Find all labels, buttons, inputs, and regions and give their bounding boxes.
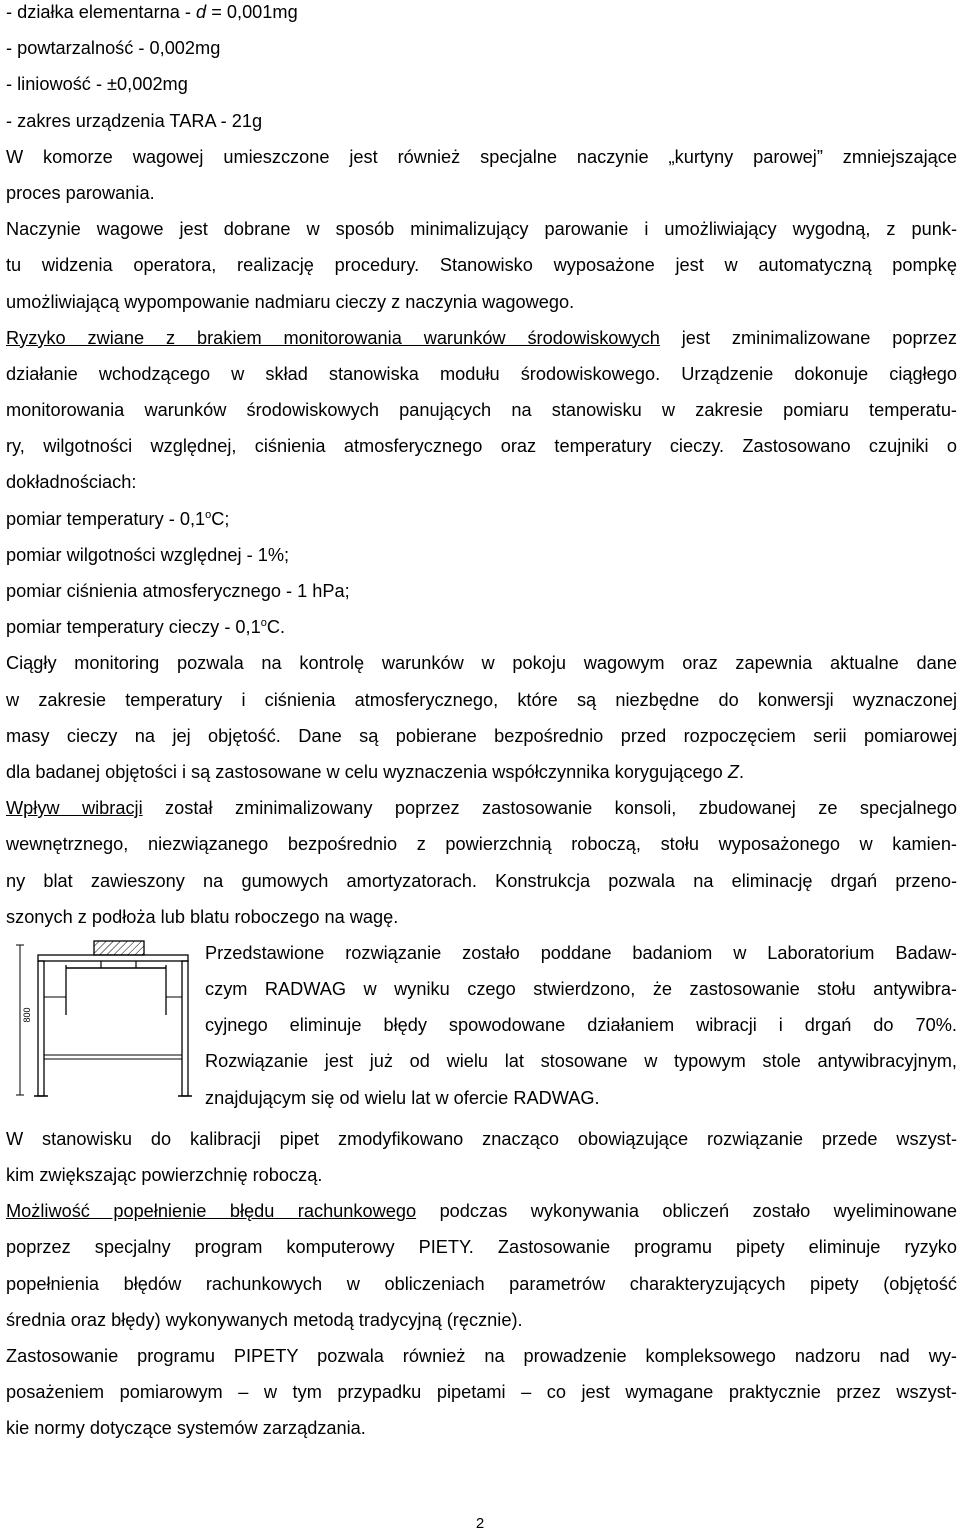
- text-line: dla badanej objętości i są zastosowane w celu wyznaczenia współczynnika korygującego Z.: [6, 761, 745, 782]
- text-line: Przedstawione rozwiązanie zostało poddane badaniom w Laboratorium Badaw-: [205, 942, 957, 963]
- text-line: - liniowość - ±0,002mg: [6, 74, 188, 95]
- text-line: Ciągły monitoring pozwala na kontrolę warunków w pokoju wagowym oraz zapewnia aktualne dane: [6, 653, 957, 674]
- text-line: ny blat zawieszony na gumowych amortyzatorach. Konstrukcja pozwala na eliminację drgań przeno-: [6, 870, 957, 891]
- text-line: popełnienia błędów rachunkowych w obliczeniach parametrów charakteryzujących pipety (objętość: [6, 1273, 957, 1294]
- text-line: Wpływ wibracji został zminimalizowany poprzez zastosowanie konsoli, zbudowanej ze specjalnego: [6, 798, 957, 819]
- text-line: masy cieczy na jej objętość. Dane są pobierane bezpośrednio przed rozpoczęciem serii pomiarowej: [6, 725, 957, 746]
- text-line: W stanowisku do kalibracji pipet zmodyfikowano znacząco obowiązujące rozwiązanie przede wszyst-: [6, 1128, 957, 1149]
- text-line: posażeniem pomiarowym – w tym przypadku pipetami – co jest wymagane praktycznie przez wszyst-: [6, 1382, 957, 1403]
- text-line: - działka elementarna - d = 0,001mg: [6, 2, 298, 22]
- text-line: monitorowania warunków środowiskowych panujących na stanowisku w zakresie pomiaru temperatu-: [6, 400, 957, 421]
- figure-caption-text: [205, 935, 957, 1121]
- text-line: - powtarzalność - 0,002mg: [6, 38, 221, 59]
- text-line: cyjnego eliminuje błędy spowodowane działaniem wibracji i drgań do 70%.: [205, 1015, 957, 1036]
- underlined-phrase: Wpływ wibracji: [6, 798, 143, 819]
- text-line: Rozwiązanie jest już od wielu lat stosowane w typowym stole antywibracyjnym,: [205, 1051, 957, 1072]
- text-line: proces parowania.: [6, 182, 155, 203]
- text-line: kim zwiększając powierzchnię roboczą.: [6, 1165, 323, 1186]
- table-drawing-icon: [6, 935, 205, 1116]
- text-line: pomiar wilgotności względnej - 1%;: [6, 544, 290, 565]
- text-line: działanie wchodzącego w skład stanowiska modułu środowiskowego. Urządzenie dokonuje ciągłego: [6, 363, 957, 384]
- text-line: wewnętrznego, niezwiązanego bezpośrednio z powierzchnią roboczą, stołu wyposażonego w kamien-: [6, 834, 957, 855]
- text-line: Ryzyko zwiane z brakiem monitorowania warunków środowiskowych jest zminimalizowane poprzez: [6, 327, 957, 348]
- text-line: ry, wilgotności względnej, ciśnienia atmosferycznego oraz temperatury cieczy. Zastosowano czujniki o: [6, 436, 957, 457]
- text-line: pomiar temperatury cieczy - 0,1$^o$C.: [6, 617, 286, 638]
- figure-block: [6, 935, 957, 1121]
- text-line: w zakresie temperatury i ciśnienia atmosferycznego, które są niezbędne do konwersji wyznaczonej: [6, 689, 957, 710]
- text-line: znajdującym się od wielu lat w ofercie RADWAG.: [205, 1087, 600, 1108]
- text-line: umożliwiającą wypompowanie nadmiaru cieczy z naczynia wagowego.: [6, 291, 575, 312]
- text-line: - zakres urządzenia TARA - 21g: [6, 110, 263, 131]
- underlined-phrase: Możliwość popełnienie błędu rachunkowego: [6, 1201, 417, 1222]
- text-line: poprzez specjalny program komputerowy PIETY. Zastosowanie programu pipety eliminuje ryzyko: [6, 1237, 957, 1258]
- text-line: szonych z podłoża lub blatu roboczego na wagę.: [6, 906, 399, 927]
- document-body: [6, 0, 957, 1447]
- text-line: średnia oraz błędy) wykonywanych metodą tradycyjną (ręcznie).: [6, 1309, 523, 1330]
- text-line: czym RADWAG w wyniku czego stwierdzono, że zastosowanie stołu antywibra-: [205, 979, 957, 1000]
- text-line: Zastosowanie programu PIPETY pozwala również na prowadzenie kompleksowego nadzoru nad wy-: [6, 1346, 957, 1366]
- text-line: W komorze wagowej umieszczone jest również specjalne naczynie „kurtyny parowej” zmniejszające: [6, 146, 957, 167]
- text-line: Możliwość popełnienie błędu rachunkowego podczas wykonywania obliczeń zostało wyeliminowane: [6, 1201, 957, 1222]
- dimension-label: 800: [22, 1007, 32, 1023]
- antivibration-table-figure: [6, 935, 205, 1121]
- page-number: 2: [475, 1515, 485, 1532]
- text-line: kie normy dotyczące systemów zarządzania.: [6, 1418, 366, 1439]
- text-line: pomiar temperatury - 0,1$^o$C;: [6, 508, 230, 529]
- text-line: Naczynie wagowe jest dobrane w sposób minimalizujący parowanie i umożliwiający wygodną, z punk-: [6, 219, 957, 240]
- text-line: tu widzenia operatora, realizację procedury. Stanowisko wyposażone jest w automatyczną pompkę: [6, 255, 957, 276]
- text-line: pomiar ciśnienia atmosferycznego - 1 hPa;: [6, 581, 350, 601]
- underlined-phrase: Ryzyko zwiane z brakiem monitorowania warunków środowiskowych: [6, 327, 660, 348]
- text-line: dokładnościach:: [6, 472, 137, 493]
